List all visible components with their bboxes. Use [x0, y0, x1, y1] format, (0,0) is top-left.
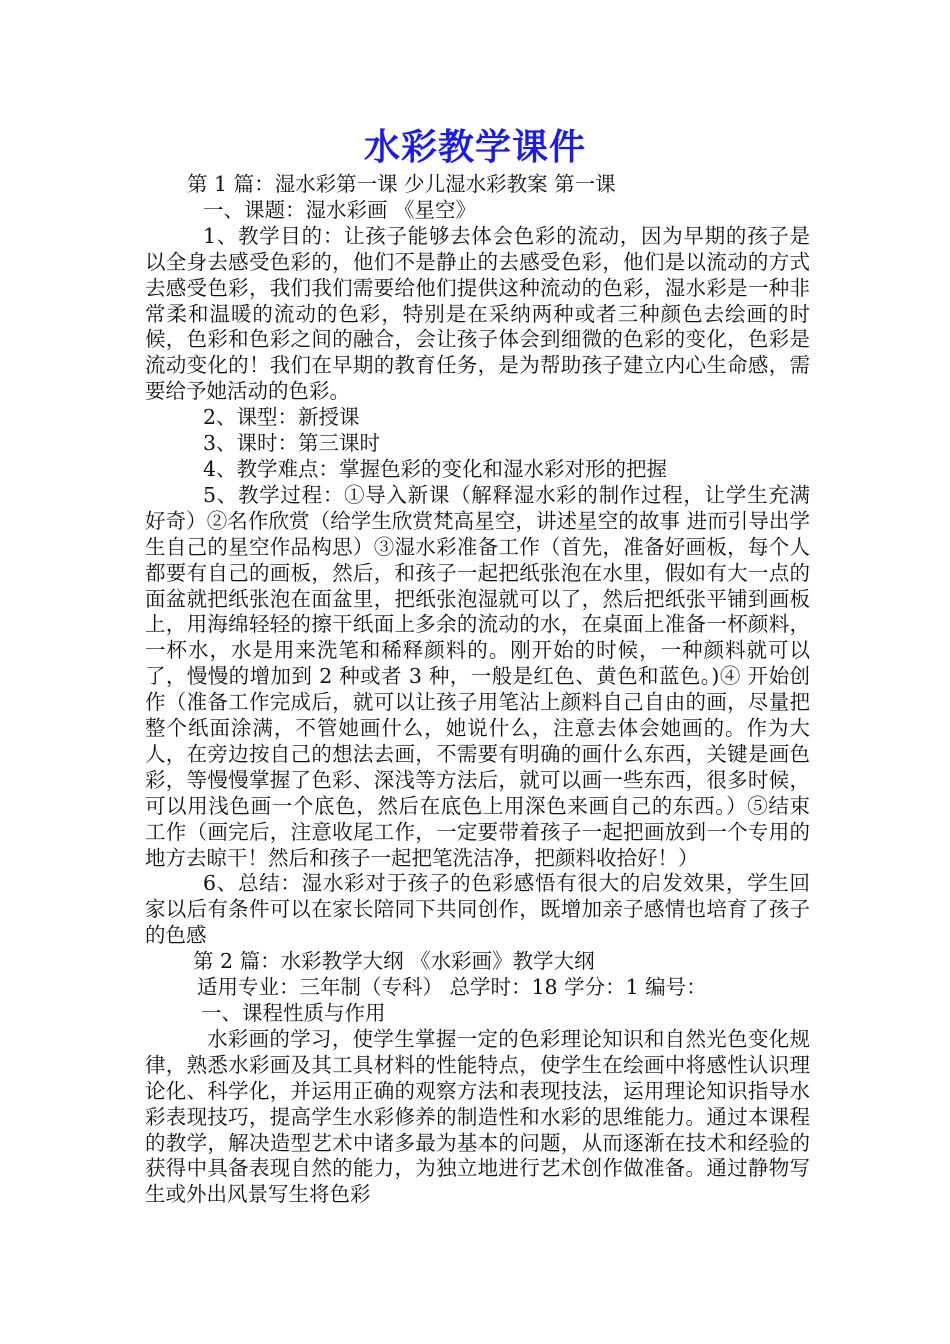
- document-title: 水彩教学课件: [363, 127, 586, 168]
- course-info: 适用专业：三年制（专科） 总学时：18 学分：1 编号：: [197, 975, 707, 1000]
- teaching-difficulty: 4、教学难点：掌握色彩的变化和湿水彩对形的把握: [203, 456, 668, 481]
- section-heading-2: 第 2 篇：水彩教学大纲 《水彩画》教学大纲: [193, 949, 595, 974]
- lesson-topic: 一、课题：湿水彩画 《星空》: [203, 197, 477, 222]
- summary-paragraph: 6、总结：湿水彩对于孩子的色彩感悟有很大的启发效果，学生回家以后有条件可以在家长陪同下共同创作，既增加亲子感情也培育了孩子的色感: [145, 871, 810, 948]
- teaching-goal-paragraph: 1、教学目的：让孩子能够去体会色彩的流动，因为早期的孩子是以全身去感受色彩的，他们不是静止的去感受色彩，他们是以流动的方式去感受色彩，我们我们需要给他们提供这种流动的色彩，湿水彩是一种非常柔和温暖的流动的色彩，特别是在采纳两种或者三种颜色去绘画的时候，色彩和色彩之间的融合，会让孩子体会到细微的色彩的变化，色彩是流动变化的！我们在早期的教育任务，是为帮助孩子建立内心生命感，需要给予她活动的色彩。: [145, 223, 810, 404]
- teaching-process-paragraph: 5、教学过程：①导入新课（解释湿水彩的制作过程，让学生充满好奇）②名作欣赏（给学生欣赏梵高星空，讲述星空的故事 进而引导出学生自己的星空作品构思）③湿水彩准备工作（首先，准备好画板，每个人都要有自己的画板，然后，和孩子一起把纸张泡在水里，假如有大一点的面盆就把纸张泡在面盆里，把纸张泡湿就可以了，然后把纸张平铺到画板上，用海绵轻轻的擦干纸面上多余的流动的水，在桌面上准备一杯颜料，一杯水，水是用来洗笔和稀释颜料的。刚开始的时候，一种颜料就可以了，慢慢的增加到 2 种或者 3 种，一般是红色、黄色和蓝色。)④ 开始创作（准备工作完成后，就可以让孩子用笔沾上颜料自己自由的画，尽量把整个纸面涂满，不管她画什么，她说什么，注意去体会她画的。作为大人，在旁边按自己的想法去画，不需要有明确的画什么东西，关键是画色彩，等慢慢掌握了色彩、深浅等方法后，就可以画一些东西，很多时候，可以用浅色画一个底色，然后在底色上用深色来画自己的东西。）⑤结束工作（画完后，注意收尾工作，一定要带着孩子一起把画放到一个专用的地方去晾干！然后和孩子一起把笔洗洁净，把颜料收拾好！）: [145, 482, 810, 870]
- document-body: [145, 172, 810, 1208]
- course-nature-heading: 一、课程性质与作用: [201, 1001, 386, 1025]
- lesson-type: 2、课型：新授课: [203, 405, 360, 430]
- course-nature-paragraph: 水彩画的学习，使学生掌握一定的色彩理论知识和自然光色变化规律，熟悉水彩画及其工具材料的性能特点，使学生在绘画中将感性认识理论化、科学化，并运用正确的观察方法和表现技法，运用理论知识指导水彩表现技巧，提高学生水彩修养的制造性和水彩的思维能力。通过本课程的教学，解决造型艺术中诸多最为基本的问题，从而逐渐在技术和经验的获得中具备表现自然的能力，为独立地进行艺术创作做准备。通过静物写生或外出风景写生将色彩: [145, 1026, 810, 1207]
- lesson-hours: 3、课时：第三课时: [203, 431, 381, 456]
- section-heading-1: 第 1 篇：湿水彩第一课 少儿湿水彩教案 第一课: [187, 172, 616, 196]
